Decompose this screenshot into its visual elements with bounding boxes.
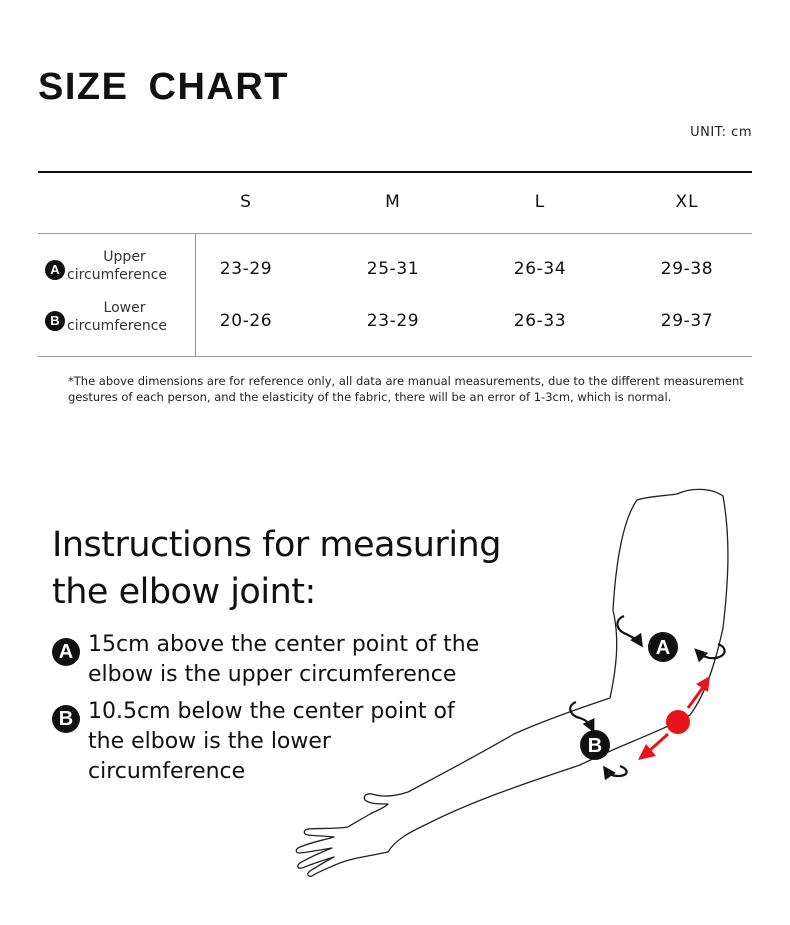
- measure-loop-arrow-icon: [698, 644, 725, 658]
- instructions-title-line2: the elbow joint:: [52, 572, 316, 612]
- table-cell: 29-37: [660, 311, 714, 331]
- table-top-rule: [38, 171, 752, 173]
- table-cell: 20-26: [219, 311, 273, 331]
- measure-loop-arrow-icon: [617, 616, 640, 643]
- instructions-title-line1: Instructions for measuring: [52, 525, 501, 565]
- instruction-line: 15cm above the center point of the: [88, 632, 480, 657]
- lower-distance-arrow: [648, 734, 668, 752]
- table-cell: 26-34: [513, 259, 567, 279]
- instruction-line: elbow is the upper circumference: [88, 662, 457, 687]
- row-label-line1: Upper: [103, 249, 146, 265]
- size-header-s: S: [240, 192, 252, 212]
- arm-outline: [296, 489, 728, 876]
- table-label-divider: [195, 233, 196, 356]
- row-label-line2: circumference: [67, 318, 168, 334]
- table-header-rule: [38, 233, 752, 234]
- size-header-m: M: [385, 192, 401, 212]
- row-label-lower: [45, 300, 190, 340]
- table-cell: 23-29: [219, 259, 273, 279]
- badge-b-icon: B: [45, 311, 65, 331]
- table-cell: 23-29: [366, 311, 420, 331]
- page-title: SIZE CHART: [38, 66, 289, 108]
- table-cell: 25-31: [366, 259, 420, 279]
- row-label-line2: circumference: [67, 267, 168, 283]
- row-label-line1: Lower: [103, 300, 146, 316]
- measure-loop-arrow-icon: [606, 766, 627, 776]
- badge-a-icon: A: [45, 260, 65, 280]
- badge-b-icon: B: [52, 705, 80, 733]
- elbow-center-dot: [666, 710, 690, 734]
- row-label-upper: [45, 249, 190, 289]
- badge-a-icon: A: [52, 638, 80, 666]
- arm-diagram: [290, 480, 760, 920]
- instruction-line: the elbow is the lower: [88, 729, 331, 754]
- diagram-label-b: B: [587, 735, 603, 757]
- instruction-line: circumference: [88, 759, 246, 784]
- disclaimer-note: *The above dimensions are for reference only, all data are manual measurements, due to the different measurement gestures of each person, and the elasticity of the fabric, there will be an error of 1-3cm, which is normal.: [68, 374, 744, 404]
- table-cell: 26-33: [513, 311, 567, 331]
- size-header-l: L: [534, 192, 546, 212]
- diagram-label-a: A: [655, 637, 671, 659]
- table-bottom-rule: [38, 356, 752, 357]
- unit-label: UNIT: cm: [690, 125, 752, 140]
- table-cell: 29-38: [660, 259, 714, 279]
- instruction-line: 10.5cm below the center point of: [88, 699, 455, 724]
- size-header-xl: XL: [675, 192, 699, 212]
